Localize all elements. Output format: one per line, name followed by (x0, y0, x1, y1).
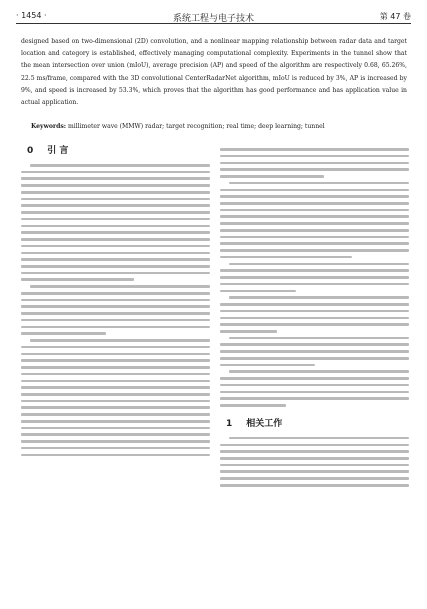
text-line (220, 391, 409, 394)
text-line (21, 433, 210, 436)
text-line (220, 470, 409, 473)
text-line (220, 397, 409, 400)
text-line (21, 413, 210, 416)
text-line (229, 437, 409, 440)
journal-name: 系统工程与电子技术 (172, 14, 254, 24)
text-line (30, 164, 210, 167)
text-line (229, 370, 409, 373)
text-line (21, 420, 210, 423)
text-line (220, 215, 409, 218)
contribution-item (220, 263, 409, 293)
page-number: · 1454 · (16, 11, 47, 20)
text-line (220, 477, 409, 480)
text-line (220, 202, 409, 205)
text-line (220, 162, 409, 165)
text-line (21, 238, 210, 241)
text-line (220, 175, 324, 178)
text-line (220, 242, 409, 245)
section-heading-related-work (226, 417, 409, 431)
text-line (21, 319, 210, 322)
section-title: 引 言 (47, 146, 69, 156)
text-line (21, 177, 210, 180)
text-line (21, 245, 210, 248)
keywords-label: Keywords: (31, 123, 67, 130)
volume-number: 第 47 卷 (379, 12, 411, 21)
text-line (220, 384, 409, 387)
text-line (220, 357, 409, 360)
text-line (21, 265, 210, 268)
text-line (21, 184, 210, 187)
text-line (21, 380, 210, 383)
text-line (220, 457, 409, 460)
contribution-item (220, 296, 409, 332)
text-line (21, 198, 210, 201)
text-line (220, 303, 409, 306)
text-line (21, 346, 210, 349)
body-paragraph (21, 339, 210, 456)
text-line (220, 269, 409, 272)
text-line (229, 182, 409, 185)
text-line (229, 337, 409, 340)
right-column (220, 144, 409, 599)
text-line (220, 330, 277, 333)
left-column (21, 144, 210, 599)
text-line (21, 406, 210, 409)
text-line (220, 323, 409, 326)
text-line (220, 229, 409, 232)
contribution-item (220, 337, 409, 367)
keywords-text: millimeter wave (MMW) radar; target recognition; real time; deep learning; tunnel (67, 123, 325, 130)
section-heading-introduction (27, 144, 210, 158)
text-line (220, 148, 409, 151)
text-line (220, 189, 409, 192)
text-line (220, 343, 409, 346)
text-line (21, 332, 106, 335)
abstract-continuation: designed based on two-dimensional (2D) convolution, and a nonlinear mapping relationship between radar data and target location and category is established, effectively managing computational complexity. Experiments in the tunnel show that the mean intersection over union (mIoU), average precision (AP) and speed of the algorithm are respectively 0.68, 65.26%, 22.5 ms/frame, compared with the 3D convolutional CenterRadarNet algorithm, mIoU is reduced by 3%, AP is increased by 9%, and speed is increased by 53.3%, which proves that the algorithm has good performance and has application value in actual application. (21, 38, 407, 107)
text-line (220, 464, 409, 467)
text-line (21, 305, 210, 308)
text-line (21, 258, 210, 261)
text-line (220, 350, 409, 353)
text-line (220, 377, 409, 380)
text-line (21, 211, 210, 214)
body-paragraph (220, 182, 409, 259)
body-paragraph (21, 164, 210, 281)
text-line (21, 191, 210, 194)
text-line (21, 386, 210, 389)
text-line (21, 252, 210, 255)
text-line (220, 444, 409, 447)
text-line (220, 236, 409, 239)
section-number: 0 (27, 146, 34, 156)
text-line (220, 364, 315, 367)
text-line (21, 393, 210, 396)
text-line (30, 339, 210, 342)
section-title: 相关工作 (246, 418, 283, 429)
body-paragraph (220, 437, 409, 487)
text-line (220, 222, 409, 225)
text-line (220, 209, 409, 212)
text-line (21, 171, 210, 174)
text-line (21, 454, 210, 457)
section-number: 1 (226, 418, 233, 429)
text-line (21, 225, 210, 228)
text-line (229, 296, 409, 299)
text-line (220, 310, 409, 313)
text-line (21, 353, 210, 356)
text-line (21, 326, 210, 329)
text-line (220, 450, 409, 453)
text-line (21, 218, 210, 221)
text-line (21, 231, 210, 234)
text-line (21, 312, 210, 315)
text-line (21, 427, 210, 430)
text-line (21, 299, 210, 302)
contribution-item (220, 370, 409, 406)
running-header (16, 9, 411, 24)
text-line (21, 272, 210, 275)
text-line (21, 278, 134, 281)
text-line (220, 484, 409, 487)
body-paragraph (21, 285, 210, 335)
text-line (21, 440, 210, 443)
text-line (220, 256, 352, 259)
text-line (21, 292, 210, 295)
text-line (220, 168, 409, 171)
text-line (21, 447, 210, 450)
text-line (220, 155, 409, 158)
text-line (220, 195, 409, 198)
text-line (220, 317, 409, 320)
text-line (21, 204, 210, 207)
text-line (220, 290, 296, 293)
text-line (220, 249, 409, 252)
text-line (229, 263, 409, 266)
text-line (220, 276, 409, 279)
keywords (31, 122, 407, 132)
text-line (21, 366, 210, 369)
body-paragraph (220, 148, 409, 178)
text-line (21, 359, 210, 362)
text-line (220, 283, 409, 286)
text-line (220, 404, 286, 407)
text-line (21, 373, 210, 376)
text-line (30, 285, 210, 288)
text-line (21, 400, 210, 403)
